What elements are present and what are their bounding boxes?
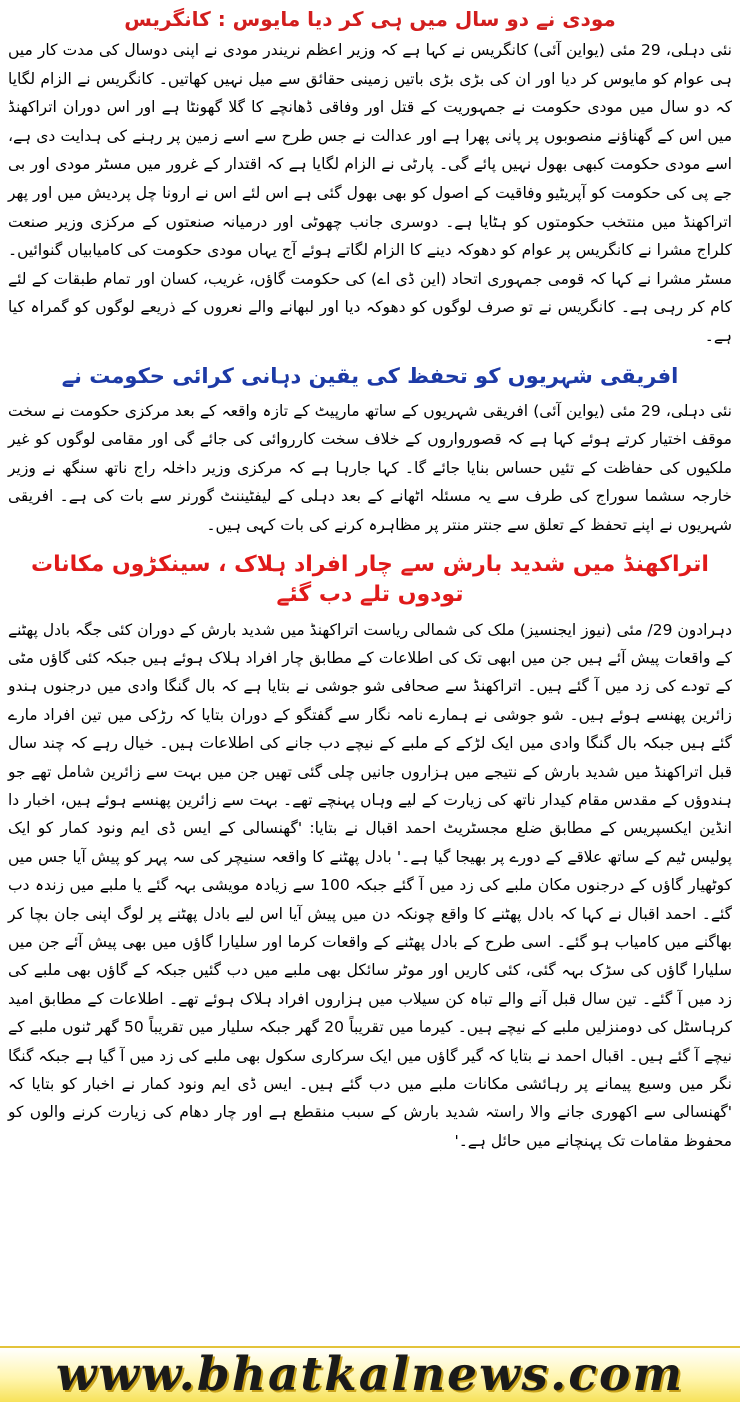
article3-body: دہرادون 29/ مئی (نیوز ایجنسیز) ملک کی شمالی ریاست اتراکھنڈ میں شدید بارش کے دوران کئی جگہ بادل پھٹنے کے واقعات پیش آئے ہیں جن میں ابھی تک کی اطلاعات کے مطابق چار افراد ہلاک ہوئے ہیں جبکہ کئی گاؤں مٹی کے تودے کی زد میں آ گئے ہیں۔ اتراکھنڈ سے صحافی شو جوشی نے بتایا ہے کہ بال گنگا وادی میں درجنوں ہندو زائرین پھنسے ہوئے ہیں۔ شو جوشی نے ہمارے نامہ نگار سے گفتگو کے دوران بتایا کہ رڑکی میں تین افراد مارے گئے ہیں جبکہ بال گنگا وادی میں ایک لڑکے کے ملبے کے نیچے دب جانے کی اطلاعات ہیں۔ خیال رہے کہ چند سال قبل اتراکھنڈ میں شدید بارش کے نتیجے میں ہزاروں جانیں چلی گئی تھیں جن میں بہت سے زائرین شامل تھے جو ہندوؤں کے مقدس مقام کیدار ناتھ کی زیارت کے لیے وہاں پہنچے تھے۔ بہت سے زائرین پھنسے ہوئے ہیں، اخبار دا انڈین ایکسپریس کے مطابق ضلع مجسٹریٹ احمد اقبال نے بتایا: 'گھنسالی کے ایس ڈی ایم ونود کمار کو ایک پولیس ٹیم کے ساتھ علاقے کے دورے پر بھیجا گیا ہے۔' بادل پھٹنے کا واقعہ سنیچر کی سہ پہر کو پیش آیا جس میں کوٹھیار گاؤں کے درجنوں مکان ملبے کی زد میں آ گئے جبکہ 100 سے زیادہ مویشی بہہ گئے یا ملبے میں زندہ دب گئے۔ احمد اقبال نے کہا کہ بادل پھٹنے کا واقع چونکہ دن میں پیش آیا اس لیے بادل پھٹنے پر لوگ اپنی جان بچا کر بھاگنے میں کامیاب ہو گئے۔ اسی طرح کے بادل پھٹنے کے واقعات کرما اور سلیارا گاؤں میں بھی پیش آئے جن میں سلیارا گاؤں کی سڑک بہہ گئی، کئی کاریں اور موٹر سائکل بھی ملبے میں دب گئیں جبکہ کے گاؤں بھی ملبے کی زد میں آ گئے۔ تین سال قبل آنے والے تباہ کن سیلاب میں ہزاروں افراد ہلاک ہوئے تھے۔ اطلاعات کے مطابق امید کرہاسٹل کی دومنزلیں ملبے کے نیچے ہیں۔ کیرما میں تقریباً 20 گھر جبکہ سلیار میں تقریباً 50 گھر ٹنوں ملبے کے نیچے آ گئے ہیں۔ اقبال احمد نے بتایا کہ گیر گاؤں میں ایک سرکاری سکول بھی ملبے کی زد میں آ گیا ہے جبکہ گنگا نگر میں وسیع پیمانے پر رہائشی مکانات ملبے میں دب گئے ہیں۔ ایس ڈی ایم ونود کمار نے اخبار کو بتایا کہ 'گھنسالی سے اکھوری جانے والا راستہ شدید بارش کے سبب منقطع ہے اور چار دھام کی زیارت کرنے والوں کو محفوظ مقامات تک پہنچانے میں حائل ہے۔'	[8, 620, 733, 1150]
news-page	[0, 6, 740, 1406]
article2-headline: افریقی شہریوں کو تحفظ کی یقین دہانی کرائی حکومت نے	[61, 363, 679, 388]
article2-body: نئی دہلی، 29 مئی (یواین آئی) افریقی شہریوں کے ساتھ مارپیٹ کے تازہ واقعہ کے بعد مرکزی حکومت نے سخت موقف اختیار کرتے ہوئے کہا ہے کہ قصورواروں کے خلاف سخت کارروائی کی جائے گی اور مقامی لوگوں کو غیر ملکیوں کی حفاظت کے تئیں حساس بنایا جائے گا۔ کہا جارہا ہے کہ مرکزی وزیر داخلہ راج ناتھ سنگھ نے وزیر خارجہ سشما سوراج کی طرف سے یہ مسئلہ اٹھانے کے بعد دہلی کے لیفٹیننٹ گورنر سے بات کی ہے۔ افریقی شہریوں نے اپنے تحفظ کے تعلق سے جنتر منتر پر مظاہرہ کرنے کی بات کہی ہیں۔	[8, 401, 732, 534]
site-watermark-text: www.bhatkalnews.com	[55, 1347, 685, 1402]
article3-headline: اتراکھنڈ میں شدید بارش سے چار افراد ہلاک ، سینکڑوں مکانات تودوں تلے دب گئے	[31, 551, 709, 607]
article1-body: نئی دہلی، 29 مئی (یواین آئی) کانگریس نے کہا ہے کہ وزیر اعظم نریندر مودی نے اپنی دوسال کی مدت کار میں ہی عوام کو مایوس کر دیا اور ان کی بڑی بڑی باتیں زمینی حقائق سے میل نہیں کھاتیں۔ کانگریس نے الزام لگایا کہ دو سال میں مودی حکومت نے جمہوریت کے قتل اور وفاقی ڈھانچے کا گلا گھونٹا ہے اور اس دوران اتراکھنڈ میں اس کے گھناؤنے منصوبوں پر پانی پھرا ہے اور عدالت نے جس طرح سے اسے زمین پر رہنے کی ہدایت دی ہے، اسے مودی حکومت کبھی بھول نہیں پائے گی۔ پارٹی نے الزام لگایا ہے کہ اقتدار کے غرور میں مسٹر مودی اور بی جے پی کی حکومت کو آپریٹیو وفاقیت کے اصول کو بھی بھول گئی ہے اس لئے اس نے ارونا چل پردیش میں اور پھر اتراکھنڈ میں منتخب حکومتوں کو ہٹایا ہے۔ دوسری جانب چھوٹی اور درمیانہ صنعتوں کے مرکزی وزیر صنعت کلراج مشرا نے کانگریس پر عوام کو دھوکہ دینے کا الزام لگاتے ہوئے آج یہاں مودی حکومت کی کامیابیاں گنوائیں۔ مسٹر مشرا نے کہا کہ قومی جمہوری اتحاد (این ڈی اے) کی حکومت گاؤں، غریب، کسان اور تمام طبقات کے لئے کام کر رہی ہے۔ کانگریس نے تو صرف لوگوں کو دھوکہ دیا اور لبھانے والے نعروں کے ذریعے لوگوں کو گمراہ کیا ہے۔	[8, 41, 732, 345]
article1-headline: مودی نے دو سال میں ہی کر دیا مایوس : کانگریس	[124, 7, 616, 31]
site-watermark-banner	[0, 1346, 740, 1402]
